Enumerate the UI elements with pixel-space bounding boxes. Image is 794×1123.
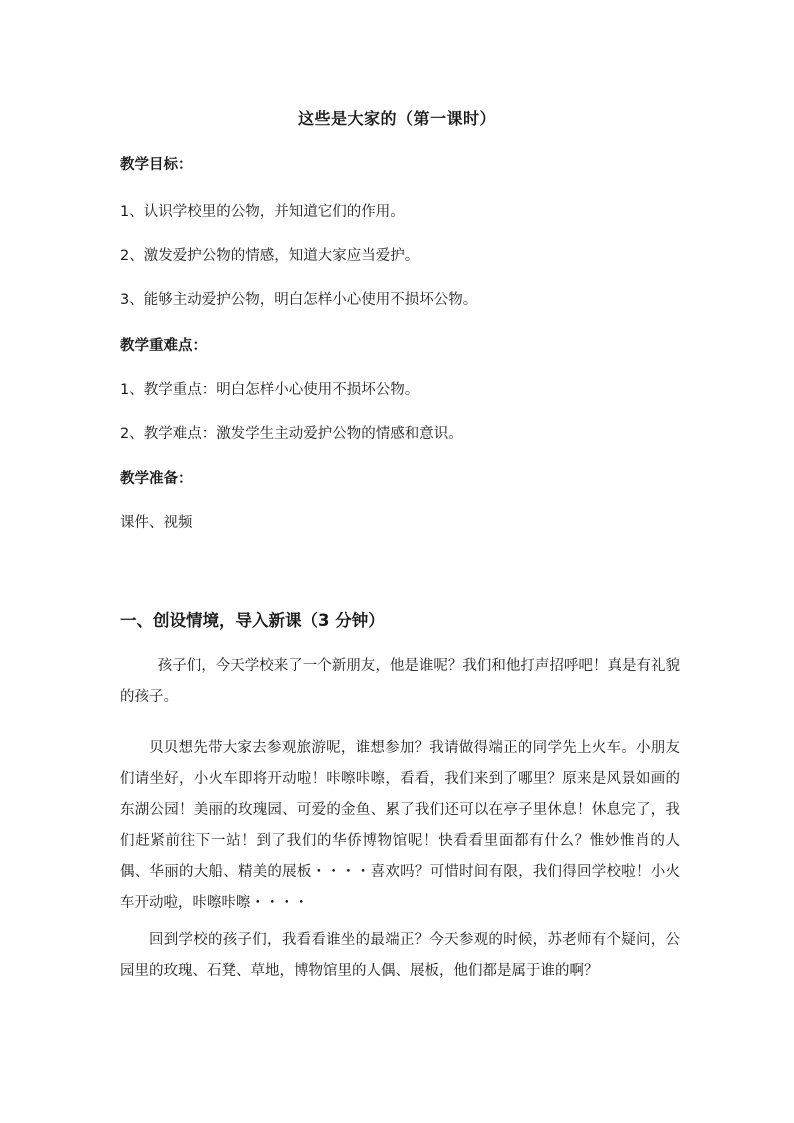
goal-item-2: 2、激发爱护公物的情感，知道大家应当爱护。 bbox=[120, 248, 420, 264]
section-1-paragraph-2: 贝贝想先带大家去参观旅游呢，谁想参加？我请做得端正的同学先上火车。小朋友们请坐好，小火车即将开动啦！咔嚓咔嚓，看看，我们来到了哪里？原来是风景如画的东湖公园！美丽的玫瑰园、可爱的金鱼、累了我们还可以在亭子里休息！休息完了，我们赶紧前往下一站！到了我们的华侨博物馆呢！快看看里面都有什么？惟妙惟肖的人偶、华丽的大船、精美的展板・・・・喜欢吗？可惜时间有限，我们得回学校啦！小火车开动啦，咔嚓咔嚓・・・・ bbox=[120, 740, 680, 911]
preparation-heading: 教学准备： bbox=[120, 471, 193, 487]
goals-heading: 教学目标： bbox=[120, 157, 193, 173]
key-point-item-1: 1、教学重点：明白怎样小心使用不损坏公物。 bbox=[120, 382, 420, 398]
preparation-content: 课件、视频 bbox=[120, 515, 193, 531]
key-points-heading: 教学重难点： bbox=[120, 338, 207, 354]
key-point-item-2: 2、教学难点：激发学生主动爱护公物的情感和意识。 bbox=[120, 426, 463, 442]
goal-item-3: 3、能够主动爱护公物，明白怎样小心使用不损坏公物。 bbox=[120, 292, 478, 308]
section-1-paragraph-3: 回到学校的孩子们，我看看谁坐的最端正？今天参观的时候，苏老师有个疑问，公园里的玫瑰、石凳、草地，博物馆里的人偶、展板，他们都是属于谁的啊？ bbox=[120, 932, 680, 979]
goal-item-1: 1、认识学校里的公物，并知道它们的作用。 bbox=[120, 204, 405, 220]
section-1-title: 一、创设情境，导入新课（3 分钟） bbox=[120, 611, 385, 630]
section-1-paragraph-1: 孩子们，今天学校来了一个新朋友，他是谁呢？我们和他打声招呼吧！真是有礼貌的孩子。 bbox=[120, 658, 680, 705]
document-title: 这些是大家的（第一课时） bbox=[297, 109, 496, 128]
